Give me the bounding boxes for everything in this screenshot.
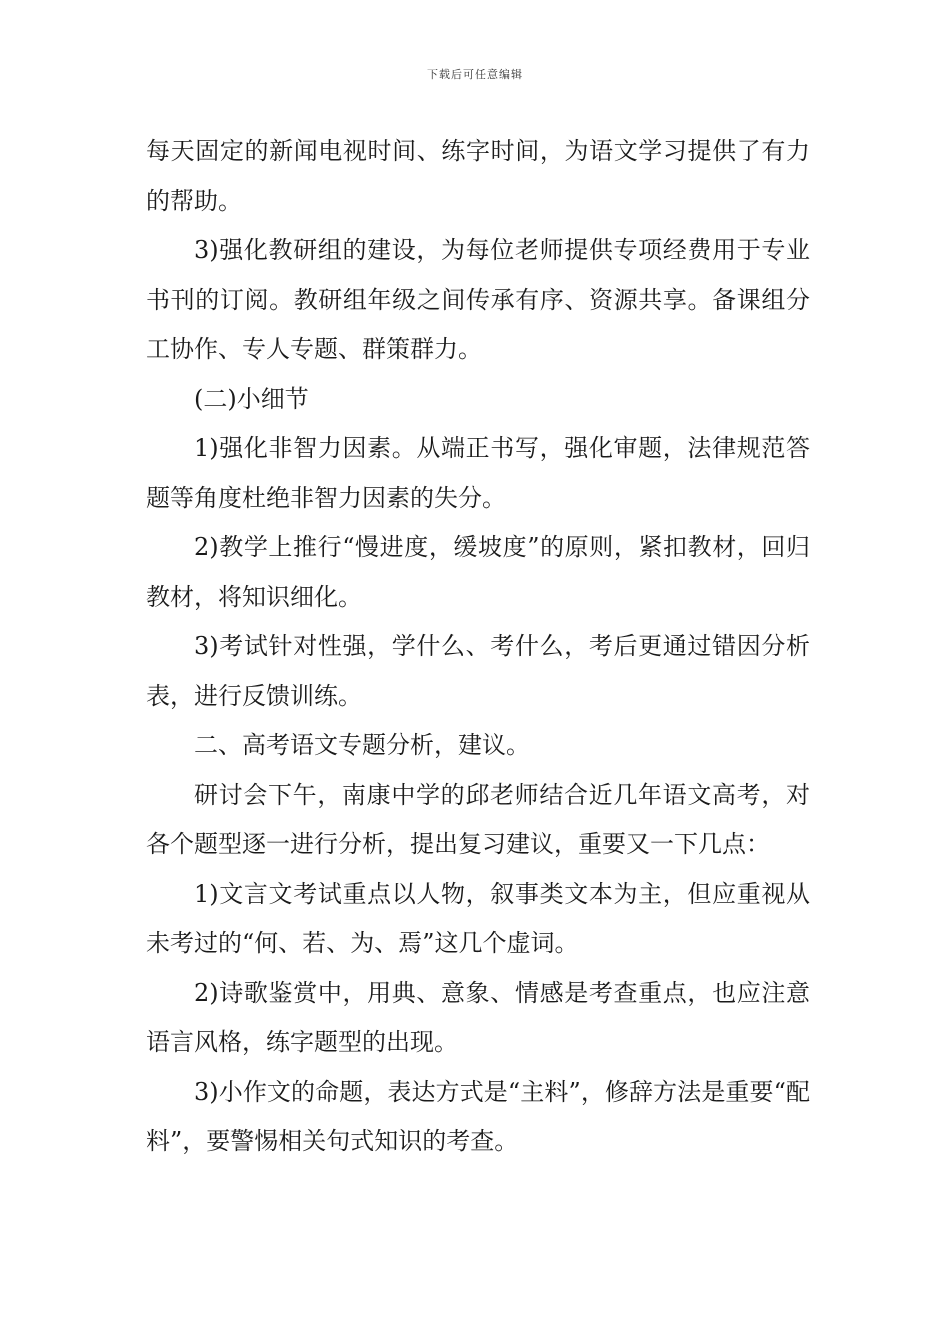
- paragraph-4: 1)强化非智力因素。从端正书写，强化审题，法律规范答题等角度杜绝非智力因素的失分。: [146, 434, 810, 512]
- paragraph-2: 3)强化教研组的建设，为每位老师提供专项经费用于专业书刊的订阅。教研组年级之间传承有序、资源共享。备课组分工协作、专人专题、群策群力。: [146, 236, 810, 363]
- paragraph-11: 3)小作文的命题，表达方式是“主料”，修辞方法是重要“配料”，要警惕相关句式知识的考查。: [146, 1077, 810, 1155]
- section-heading-analysis: 二、高考语文专题分析，建议。: [194, 731, 530, 759]
- section-heading-details: (二)小细节: [194, 384, 309, 413]
- header-note: 下载后可任意编辑: [427, 68, 523, 81]
- paragraph-10: 2)诗歌鉴赏中，用典、意象、情感是考查重点，也应注意语言风格，练字题型的出现。: [146, 978, 810, 1056]
- paragraph-5: 2)教学上推行“慢进度，缓坡度”的原则，紧扣教材，回归教材，将知识细化。: [146, 533, 810, 611]
- paragraph-1: 每天固定的新闻电视时间、练字时间，为语文学习提供了有力的帮助。: [146, 137, 810, 215]
- paragraph-8: 研讨会下午，南康中学的邱老师结合近几年语文高考，对各个题型逐一进行分析，提出复习建议，重要又一下几点：: [146, 780, 810, 858]
- paragraph-9: 1)文言文考试重点以人物，叙事类文本为主，但应重视从未考过的“何、若、为、焉”这几个虚词。: [146, 879, 810, 957]
- paragraph-6: 3)考试针对性强，学什么、考什么，考后更通过错因分析表，进行反馈训练。: [146, 632, 810, 710]
- document-body: [146, 127, 810, 1167]
